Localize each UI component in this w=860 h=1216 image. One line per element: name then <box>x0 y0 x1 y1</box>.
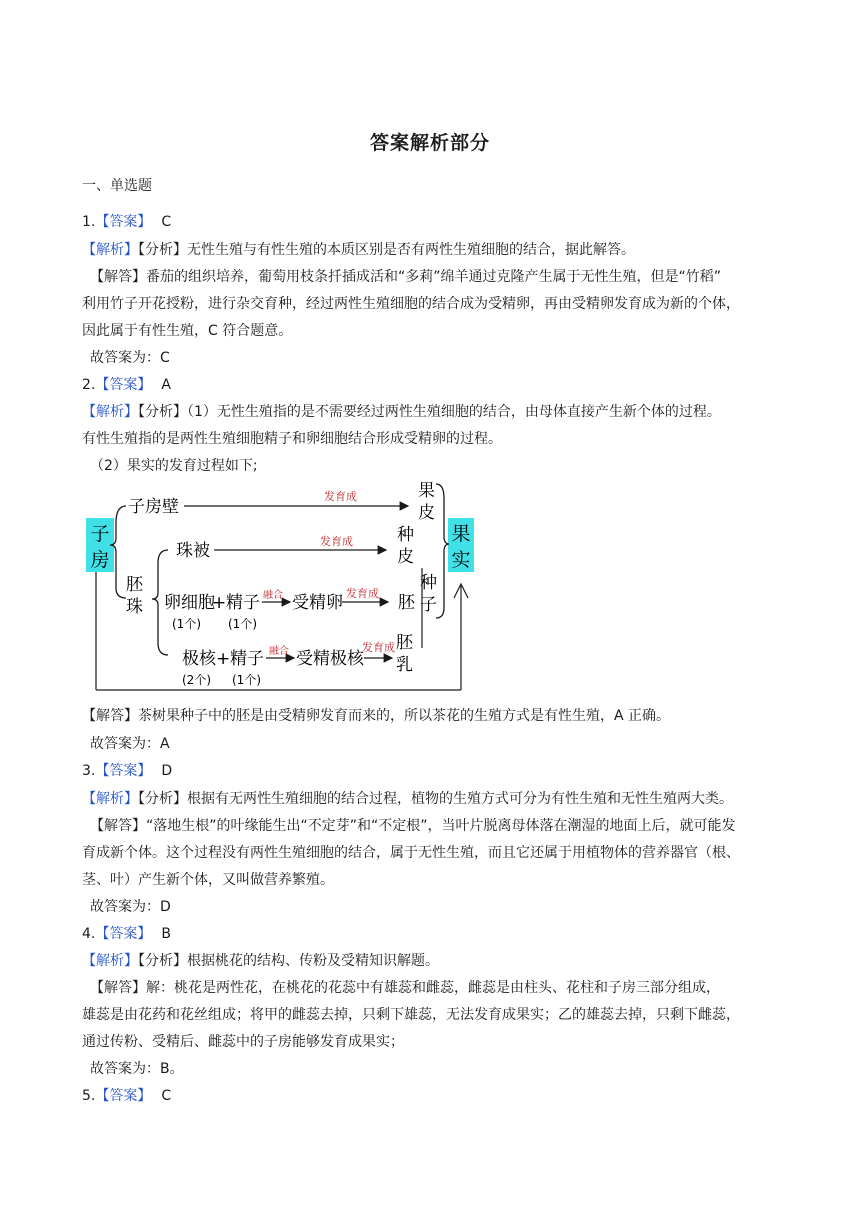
label-fayucheng: 发育成 <box>320 535 353 548</box>
label-one-a: (1个) <box>172 617 201 631</box>
q3-number: 3. <box>82 763 96 779</box>
q2-solution: 【解答】茶树果种子中的胚是由受精卵发育而来的，所以茶花的生殖方式是有性生殖，A 正确。 <box>82 708 671 724</box>
q4-solution-3: 通过传粉、受精后、雌蕊中的子房能够发育成果实； <box>82 1034 404 1050</box>
q2-number: 2. <box>82 377 96 393</box>
label-shoujingjihe: 受精极核 <box>296 649 364 669</box>
answer-tag: 【答案】 <box>95 926 152 942</box>
label-pei-embryo: 胚 <box>398 593 415 613</box>
label-one-c: (1个) <box>232 673 261 687</box>
label-ronghe: 融合 <box>263 590 283 601</box>
q4-number: 4. <box>82 926 96 942</box>
analysis-tag: 【解析】 <box>82 791 138 807</box>
label-shoujingluan: 受精卵 <box>292 593 343 613</box>
q3-fenxi: 【分析】根据有无两性生殖细胞的结合过程，植物的生殖方式可分为有性生殖和无性生殖两大类。 <box>138 791 733 807</box>
q3-analysis <box>82 789 733 809</box>
q1-answer: C <box>161 214 172 230</box>
answer-tag: 【答案】 <box>95 214 152 230</box>
label-guo: 果 <box>418 481 435 501</box>
label-zhongzi-2: 子 <box>420 595 437 615</box>
label-zhong: 种 <box>397 525 414 545</box>
q2-fenxi-2: 有性生殖指的是两性生殖细胞精子和卵细胞结合形成受精卵的过程。 <box>82 431 502 447</box>
page-title: 答案解析部分 <box>369 132 490 154</box>
q2-analysis <box>82 402 721 422</box>
answer-tag: 【答案】 <box>95 763 152 779</box>
label-plus: + <box>212 593 227 613</box>
section-heading: 一、单选题 <box>82 178 152 194</box>
label-pei: 胚 <box>126 575 143 595</box>
label-zi: 子 <box>90 523 110 545</box>
answer-tag: 【答案】 <box>95 377 152 393</box>
label-fayucheng: 发育成 <box>324 490 357 503</box>
q1-solution-3: 因此属于有性生殖，C 符合题意。 <box>82 323 293 339</box>
q1-analysis <box>82 240 635 260</box>
label-ronghe: 融合 <box>269 646 289 657</box>
q2-answer: A <box>161 377 171 393</box>
q4-solution-2: 雄蕊是由花药和花丝组成；将甲的雌蕊去掉，只剩下雄蕊，无法发育成果实；乙的雄蕊去掉，只剩下雌蕊， <box>82 1007 740 1023</box>
analysis-tag: 【解析】 <box>82 242 138 258</box>
label-fayucheng: 发育成 <box>362 641 395 654</box>
label-guoshi-2: 实 <box>451 549 471 571</box>
label-two: (2个) <box>182 673 211 687</box>
label-zhongzi-1: 种 <box>420 573 437 593</box>
label-jingzi: 精子 <box>226 593 260 613</box>
q1-answer-line <box>82 212 171 232</box>
label-fayucheng: 发育成 <box>346 587 379 600</box>
q3-answer-line <box>82 761 172 781</box>
q5-number: 5. <box>82 1088 96 1104</box>
q2-fenxi-3: （2）果实的发育过程如下; <box>90 458 258 474</box>
q3-solution-1: 【解答】“落地生根”的叶缘能生出“不定芽”和“不定根”，当叶片脱离母体落在潮湿的地面上后，就可能发 <box>90 818 736 834</box>
q4-answer: B <box>161 926 171 942</box>
fruit-development-diagram <box>86 478 478 696</box>
label-fang: 房 <box>90 549 110 571</box>
label-pi2: 皮 <box>397 547 414 567</box>
answer-tag: 【答案】 <box>95 1088 152 1104</box>
q1-final: 故答案为：C <box>90 350 170 366</box>
q4-fenxi: 【分析】根据桃花的结构、传粉及受精知识解题。 <box>138 953 439 969</box>
label-jingzi: 精子 <box>230 649 264 669</box>
label-pei-ru-1: 胚 <box>396 633 413 653</box>
q5-answer: C <box>161 1088 172 1104</box>
q4-final: 故答案为：B。 <box>90 1061 184 1077</box>
q1-solution-2: 利用竹子开花授粉，进行杂交育种，经过两性生殖细胞的结合成为受精卵，再由受精卵发育成为新的个体， <box>82 296 740 312</box>
q2-fenxi-1: 【分析】（1）无性生殖指的是不需要经过两性生殖细胞的结合，由母体直接产生新个体的过程。 <box>138 404 721 420</box>
analysis-tag: 【解析】 <box>82 953 138 969</box>
q1-fenxi: 【分析】无性生殖与有性生殖的本质区别是否有两性生殖细胞的结合，据此解答。 <box>138 242 635 258</box>
label-zhubei: 珠被 <box>176 541 210 561</box>
label-zifangbi: 子房壁 <box>128 497 179 517</box>
q3-final: 故答案为：D <box>90 899 171 915</box>
label-pi: 皮 <box>418 503 435 523</box>
q4-analysis <box>82 951 439 971</box>
label-jihe: 极核 <box>182 649 216 669</box>
q1-number: 1. <box>82 214 96 230</box>
q5-answer-line <box>82 1086 171 1106</box>
label-pei-ru-2: 乳 <box>396 655 413 675</box>
q1-solution-1: 【解答】番茄的组织培养，葡萄用枝条扦插成活和“多莉”绵羊通过克隆产生属于无性生殖，但是“竹稻” <box>90 269 722 285</box>
fruit-brace <box>436 484 449 618</box>
label-zhu: 珠 <box>126 597 143 617</box>
q4-solution-1: 【解答】解：桃花是两性花，在桃花的花蕊中有雄蕊和雌蕊，雌蕊是由柱头、花柱和子房三部分组成， <box>90 980 720 996</box>
q2-answer-line <box>82 375 171 395</box>
q2-final: 故答案为：A <box>90 736 170 752</box>
label-one-b: (1个) <box>228 617 257 631</box>
q3-answer: D <box>161 763 173 779</box>
label-luanxibao: 卵细胞 <box>164 593 215 613</box>
analysis-tag: 【解析】 <box>82 404 138 420</box>
q3-solution-2: 育成新个体。这个过程没有两性生殖细胞的结合，属于无性生殖，而且它还属于用植物体的营养器官（根、 <box>82 845 740 861</box>
label-plus: + <box>216 649 231 669</box>
label-guoshi-1: 果 <box>451 523 471 545</box>
q4-answer-line <box>82 924 171 944</box>
q3-solution-3: 茎、叶）产生新个体，又叫做营养繁殖。 <box>82 872 334 888</box>
